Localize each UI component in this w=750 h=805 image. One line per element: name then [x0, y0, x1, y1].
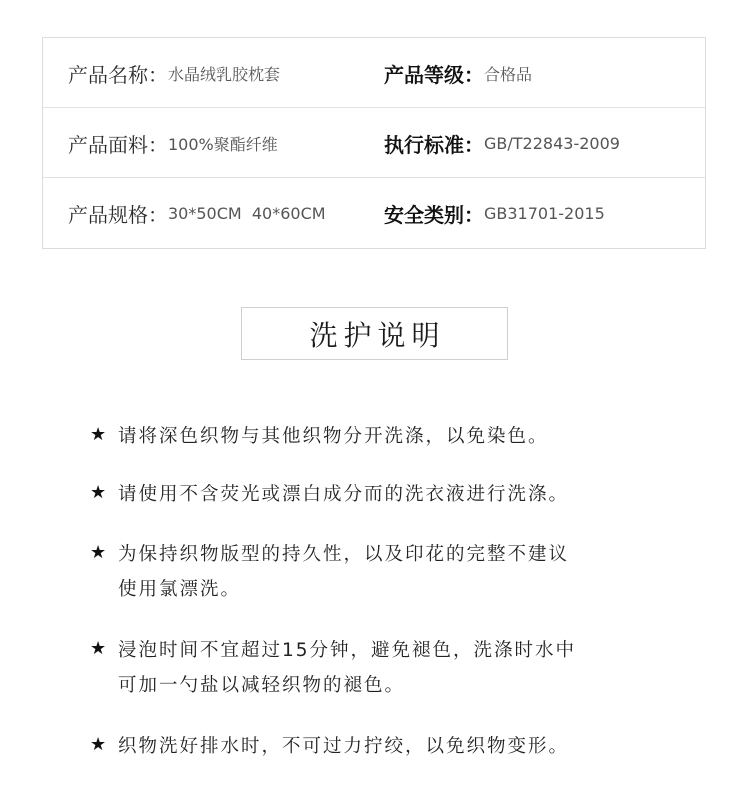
spec-label: 产品名称：: [68, 62, 168, 87]
spec-label: 执行标准：: [384, 132, 484, 157]
spec-value: 30*50CM 40*60CM: [168, 203, 326, 223]
spec-value: 水晶绒乳胶枕套: [168, 64, 281, 84]
spec-row-name: [43, 38, 705, 108]
care-line: [90, 727, 650, 762]
star-icon: ★: [90, 482, 107, 503]
care-item: [90, 727, 650, 762]
spec-label: 产品面料：: [68, 132, 168, 157]
care-line: [90, 535, 650, 570]
star-icon: ★: [90, 424, 107, 445]
care-line: [90, 475, 650, 510]
star-icon: ★: [90, 542, 107, 563]
section-title-box: [241, 307, 508, 360]
star-icon: ★: [90, 638, 107, 659]
spec-label: 安全类别：: [384, 202, 484, 227]
care-item: [90, 631, 650, 701]
care-text: 请将深色织物与其他织物分开洗涤，以免染色。: [118, 425, 549, 447]
spec-row-fabric: [43, 108, 705, 178]
care-text: 为保持织物版型的持久性，以及印花的完整不建议: [118, 543, 570, 565]
care-text: 织物洗好排水时，不可过力拧绞，以免织物变形。: [118, 735, 570, 757]
spec-row-size: [43, 178, 705, 248]
spec-cell-size: [68, 178, 326, 248]
star-icon: ★: [90, 734, 107, 755]
spec-cell-fabric: [68, 108, 278, 178]
spec-cell-name: [68, 38, 280, 108]
care-text: 可加一勺盐以减轻织物的褪色。: [118, 674, 406, 696]
spec-value: 100%聚酯纤维: [168, 134, 278, 154]
spec-cell-standard: [384, 108, 620, 178]
care-item: [90, 535, 650, 605]
care-text: 浸泡时间不宜超过15分钟，避免褪色，洗涤时水中: [118, 639, 577, 661]
spec-cell-grade: [384, 38, 532, 108]
spec-value: GB/T22843-2009: [484, 133, 620, 153]
care-text: 使用氯漂洗。: [118, 578, 242, 600]
spec-value: 合格品: [484, 64, 533, 84]
care-line: [90, 570, 650, 605]
care-item: [90, 475, 650, 510]
spec-label: 产品等级：: [384, 62, 484, 87]
care-item: [90, 417, 650, 452]
spec-value: GB31701-2015: [484, 203, 605, 223]
care-line: [90, 666, 650, 701]
spec-cell-safety: [384, 178, 605, 248]
spec-table: [42, 37, 706, 249]
section-title: 洗护说明: [309, 318, 446, 352]
spec-label: 产品规格：: [68, 202, 168, 227]
care-line: [90, 631, 650, 666]
care-text: 请使用不含荧光或漂白成分而的洗衣液进行洗涤。: [118, 483, 570, 505]
care-line: [90, 417, 650, 452]
